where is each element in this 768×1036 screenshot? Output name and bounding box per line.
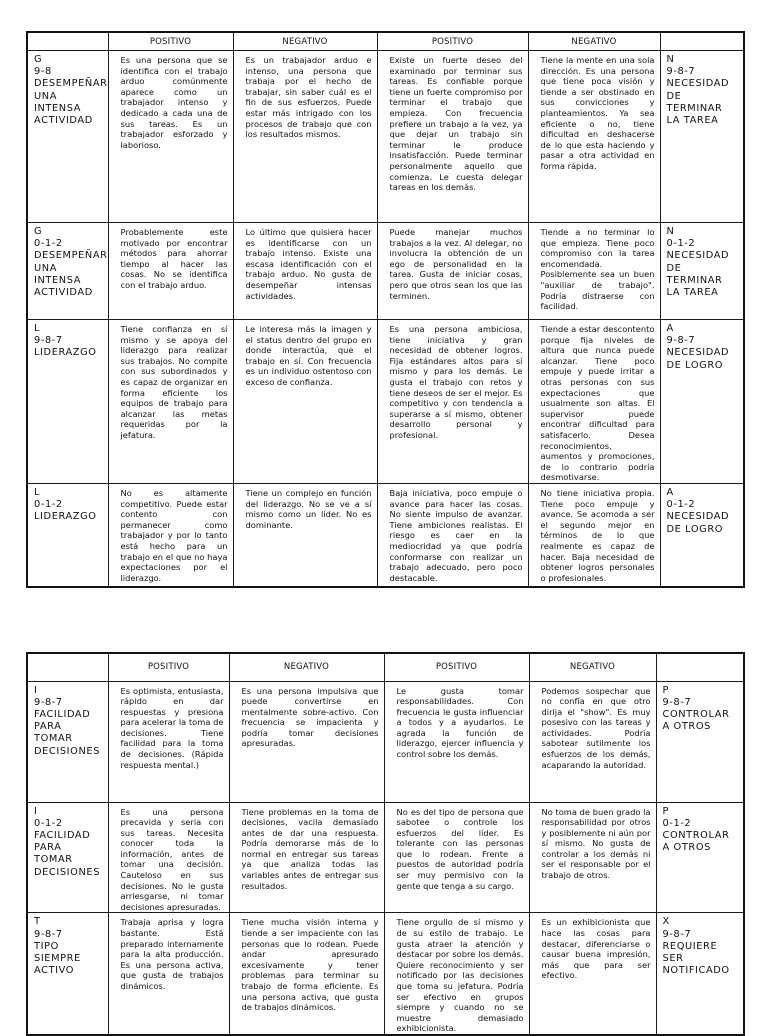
negative-description: Lo último que quisiera hacer es identificarse con un trabajo intenso. Existe una escasa identificación con el trabajo arduo. No gusta de desempeñar intensas actividades. xyxy=(233,223,377,320)
right-trait-label: P 0-1-2 CONTROLAR A OTROS xyxy=(656,802,744,913)
header-empty xyxy=(660,32,744,51)
header-empty xyxy=(27,32,108,51)
trait-table-2 xyxy=(26,652,745,1036)
positive-description: Baja iniciativa, poco empuje o avance para hacer las cosas. No siente impulso de avanzar. Tiene ambiciones realistas. El riesgo es caer en la mediocridad ya que podría conformarse con realizar un trabajo adecuado, pero poco destacable. xyxy=(377,484,528,587)
right-trait-label: P 9-8-7 CONTROLAR A OTROS xyxy=(656,681,744,802)
right-trait-label: X 9-8-7 REQUIERE SER NOTIFICADO xyxy=(656,913,744,1035)
header-positivo: POSITIVO xyxy=(377,32,528,51)
right-trait-label: N 0-1-2 NECESIDAD DE TERMINAR LA TAREA xyxy=(660,223,744,320)
positive-description: Existe un fuerte deseo del examinado por terminar sus tareas. Es confiable porque tiene un fuerte compromiso por terminar el trabajo que empieza. Con frecuencia prefiere un trabajo a la vez, ya que dejar un trabajo sin terminar le produce insatisfacción. Puede terminar personalmente aquello que comienza. Le cuesta delegar tareas en los demás. xyxy=(377,51,528,223)
header-negativo: NEGATIVO xyxy=(229,653,384,681)
right-trait-label: A 0-1-2 NECESIDAD DE LOGRO xyxy=(660,484,744,587)
table-row xyxy=(27,51,744,223)
negative-description: Es un trabajador arduo e intenso, una persona que trabaja por el hecho de trabajar, sin saber cuál es el fin de sus esfuerzos. Puede estar más intrigado con los procesos de trabajo que con los resultados mismos. xyxy=(233,51,377,223)
negative-description: Tiende a estar descontento porque fija niveles de altura que nunca puede alcanzar. Tiene poco empuje y puede irritar a otras personas con sus expectaciones que usualmente son altas. El supervisor puede encontrar dificultad para satisfacerlo. Desea reconocimientos, aumentos y promociones, de lo contrario podría desmotivarse. xyxy=(528,320,660,484)
header-negativo: NEGATIVO xyxy=(233,32,377,51)
negative-description: Tiende a no terminar lo que empieza. Tiene poco compromiso con la tarea encomendada. Posiblemente sea un buen "auxiliar de trabajo". Podría distraerse con facilidad. xyxy=(528,223,660,320)
right-trait-label: N 9-8-7 NECESIDAD DE TERMINAR LA TAREA xyxy=(660,51,744,223)
left-trait-label: L 0-1-2 LIDERAZGO xyxy=(27,484,108,587)
positive-description: No es del tipo de persona que sabotee o controle los esfuerzos del líder. Es tolerante con las personas que lo rodean. Frente a puestos de autoridad podría ser muy permisivo con la gente que tenga a su cargo. xyxy=(384,802,529,913)
positive-description: No es altamente competitivo. Puede estar contento con permanecer como trabajador y por lo tanto está hecho para un trabajo en el que no haya expectaciones por el liderazgo. xyxy=(108,484,233,587)
negative-description: Tiene problemas en la toma de decisiones, vacila demasiado antes de dar una respuesta. Podría demorarse más de lo normal en entregar sus tareas ya que analiza todas las variables antes de entregar sus resultados. xyxy=(229,802,384,913)
left-trait-label: T 9-8-7 TIPO SIEMPRE ACTIVO xyxy=(27,913,108,1035)
negative-description: Es un exhibicionista que hace las cosas para destacar, diferenciarse o causar buena impresión, más que para ser efectivo. xyxy=(529,913,656,1035)
left-trait-label: G 9-8 DESEMPEÑAR UNA INTENSA ACTIVIDAD xyxy=(27,51,108,223)
table-row xyxy=(27,681,744,802)
positive-description: Es una persona ambiciosa, tiene iniciativa y gran necesidad de obtener logros. Fija estándares altos para sí mismo y para los demás. Le gusta el trabajo con retos y tiene deseos de ser el mejor. Es competitivo y con tendencia a superarse a sí mismo, obtener desarrollo personal y profesional. xyxy=(377,320,528,484)
table-row xyxy=(27,802,744,913)
positive-description: Tiene orgullo de sí mismo y de su estilo de trabajo. Le gusta atraer la atención y destacar por sobre los demás. Quiere reconocimiento y ser notificado por las decisiones que toma su jefatura. Podría ser efectivo en grupos siempre y cuando no se muestre demasiado exhibicionista. xyxy=(384,913,529,1035)
left-trait-label: L 9-8-7 LIDERAZGO xyxy=(27,320,108,484)
positive-description: Es optimista, entusiasta, rápido en dar respuestas y presiona para acelerar la toma de decisiones. Tiene facilidad para la toma de decisiones. (Rápida respuesta mental.) xyxy=(108,681,229,802)
table-row xyxy=(27,484,744,587)
header-empty xyxy=(656,653,744,681)
positive-description: Es una persona precavida y seria con sus tareas. Necesita conocer toda la información, antes de tomar una decisión. Cauteloso en sus decisiones. No le gusta arriesgarse, ni tomar decisiones apresuradas. xyxy=(108,802,229,913)
trait-table-1 xyxy=(26,31,745,588)
positive-description: Le gusta tomar responsabilidades. Con frecuencia le gusta influenciar a todos y a ayudarlos. Le agrada la función de liderazgo, ejercer influencia y control sobre los demás. xyxy=(384,681,529,802)
header-positivo: POSITIVO xyxy=(108,653,229,681)
table-header-row xyxy=(27,32,744,51)
left-trait-label: I 9-8-7 FACILIDAD PARA TOMAR DECISIONES xyxy=(27,681,108,802)
positive-description: Tiene confianza en sí mismo y se apoya del liderazgo para realizar sus trabajos. No compite con sus subordinados y es capaz de organizar en forma eficiente los equipos de trabajo para alcanzar las metas requeridas por la jefatura. xyxy=(108,320,233,484)
negative-description: No tiene iniciativa propia. Tiene poco empuje y avance. Se acomoda a ser el segundo mejor en términos de lo que realmente es capaz de hacer. Baja necesidad de obtener logros personales o profesionales. xyxy=(528,484,660,587)
negative-description: Podemos sospechar que no confía en que otro dirija el "show". Es muy posesivo con las tareas y actividades. Podría sabotear sutilmente los esfuerzos de los demás, acaparando la autoridad. xyxy=(529,681,656,802)
header-empty xyxy=(27,653,108,681)
negative-description: Tiene un complejo en función del liderazgo. No se ve a sí mismo como un líder. No es dominante. xyxy=(233,484,377,587)
negative-description: No toma de buen grado la responsabilidad por otros y posiblemente ni aún por sí mismo. No gusta de controlar a los demás ni ser el responsable por el trabajo de otros. xyxy=(529,802,656,913)
header-negativo: NEGATIVO xyxy=(528,32,660,51)
negative-description: Es una persona impulsiva que puede convertirse en mentalmente sobre-activo. Con frecuencia se impacienta y podría tomar decisiones apresuradas. xyxy=(229,681,384,802)
header-negativo: NEGATIVO xyxy=(529,653,656,681)
right-trait-label: A 9-8-7 NECESIDAD DE LOGRO xyxy=(660,320,744,484)
table-row xyxy=(27,913,744,1035)
left-trait-label: G 0-1-2 DESEMPEÑAR UNA INTENSA ACTIVIDAD xyxy=(27,223,108,320)
positive-description: Es una persona que se identifica con el trabajo arduo comúnmente aparece como un trabajador intenso y dedicado a cada una de sus tareas. Es un trabajador esforzado y laborioso. xyxy=(108,51,233,223)
positive-description: Probablemente este motivado por encontrar métodos para ahorrar tiempo al hacer las cosas. No se identifica con el trabajo arduo. xyxy=(108,223,233,320)
positive-description: Trabaja aprisa y logra bastante. Está preparado internamente para la alta producción. Es una persona activa, que gusta de trabajos dinámicos. xyxy=(108,913,229,1035)
negative-description: Le interesa más la imagen y el status dentro del grupo en donde interactúa, que el trabajo en sí. Con frecuencia es un individuo ostentoso con exceso de confianza. xyxy=(233,320,377,484)
table-header-row xyxy=(27,653,744,681)
positive-description: Puede manejar muchos trabajos a la vez. Al delegar, no involucra la obtención de un ego de personalidad en la tarea. Gusta de iniciar cosas, pero que otros sean los que las terminen. xyxy=(377,223,528,320)
header-positivo: POSITIVO xyxy=(384,653,529,681)
table-row xyxy=(27,223,744,320)
left-trait-label: I 0-1-2 FACILIDAD PARA TOMAR DECISIONES xyxy=(27,802,108,913)
table-row xyxy=(27,320,744,484)
negative-description: Tiene la mente en una sola dirección. Es una persona que tiene poca visión y tiende a ser obstinado en sus convicciones y planteamientos. Ya sea eficiente o no, tiene dificultad en deshacerse de lo que esta haciendo y pasar a otra actividad en forma rápida. xyxy=(528,51,660,223)
negative-description: Tiene mucha visión interna y tiende a ser impaciente con las personas que lo rodean. Puede andar apresurado excesivamente y tener problemas para terminar su trabajo de forma eficiente. Es una persona activa, que gusta de trabajos dinámicos. xyxy=(229,913,384,1035)
header-positivo: POSITIVO xyxy=(108,32,233,51)
